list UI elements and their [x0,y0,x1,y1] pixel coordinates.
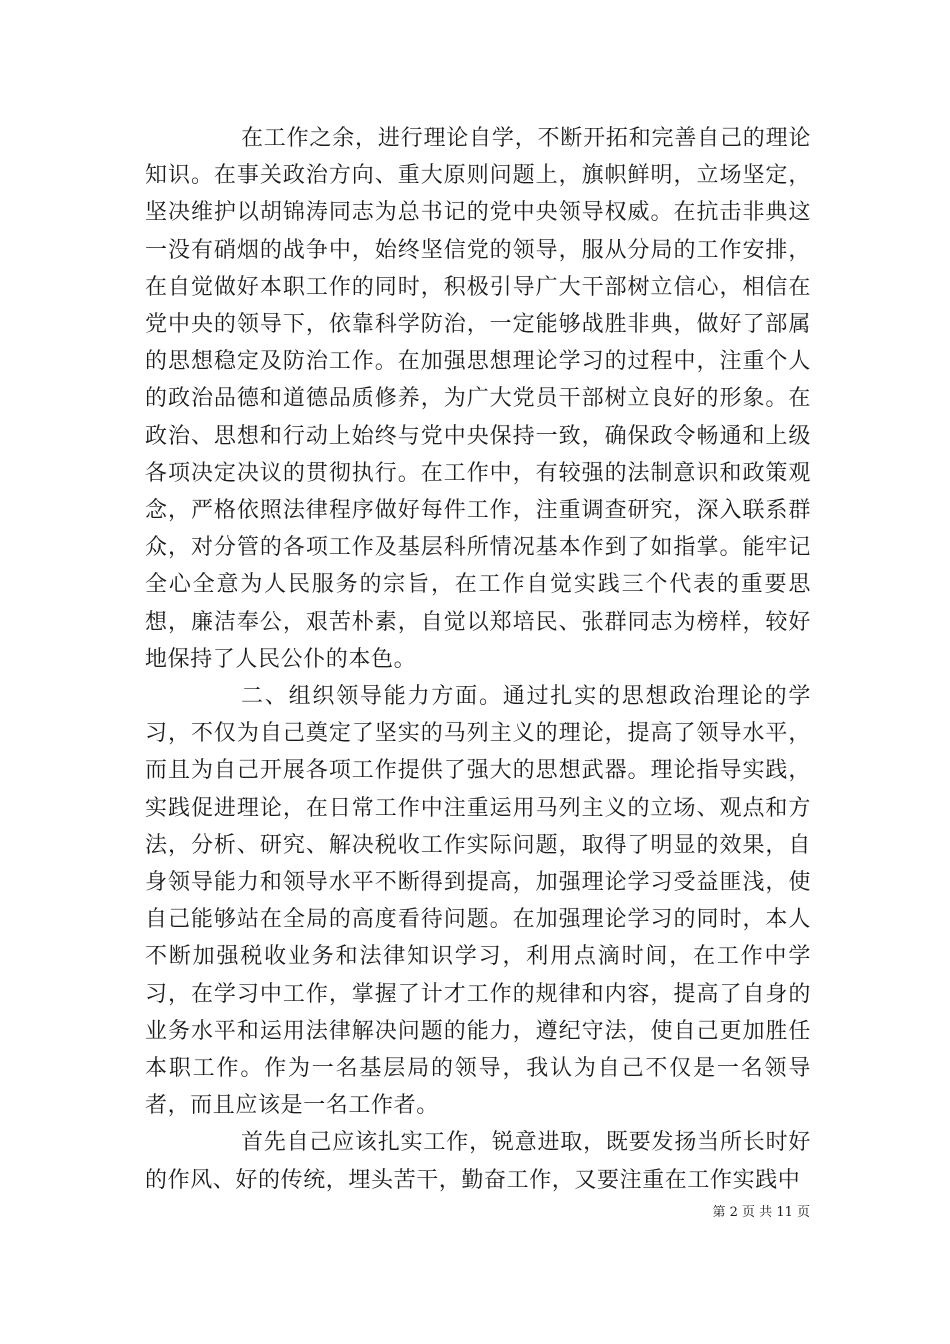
paragraph-leadership-ability: 二、组织领导能力方面。通过扎实的思想政治理论的学习，不仅为自己奠定了坚实的马列主义的理论，提高了领导水平，而且为自己开展各项工作提供了强大的思想武器。理论指导实践，实践促进理论，在日常工作中注重运用马列主义的立场、观点和方法，分析、研究、解决税收工作实际问题，取得了明显的效果，自身领导能力和领导水平不断得到提高，加强理论学习受益匪浅，使自己能够站在全局的高度看待问题。在加强理论学习的同时，本人不断加强税收业务和法律知识学习，利用点滴时间，在工作中学习，在学习中工作，掌握了计才工作的规律和内容，提高了自身的业务水平和运用法律解决问题的能力，遵纪守法，使自己更加胜任本职工作。作为一名基层局的领导，我认为自己不仅是一名领导者，而且应该是一名工作者。 [145,684,811,1119]
page-footer [0,1203,950,1223]
paragraph-theory-study: 在工作之余，进行理论自学，不断开拓和完善自己的理论知识。在事关政治方向、重大原则问题上，旗帜鲜明，立场坚定，坚决维护以胡锦涛同志为总书记的党中央领导权威。在抗击非典这一没有硝烟的战争中，始终坚信党的领导，服从分局的工作安排，在自觉做好本职工作的同时，积极引导广大干部树立信心，相信在党中央的领导下，依靠科学防治，一定能够战胜非典，做好了部属的思想稳定及防治工作。在加强思想理论学习的过程中，注重个人的政治品德和道德品质修养，为广大党员干部树立良好的形象。在政治、思想和行动上始终与党中央保持一致，确保政令畅通和上级各项决定决议的贯彻执行。在工作中，有较强的法制意识和政策观念，严格依照法律程序做好每件工作，注重调查研究，深入联系群众，对分管的各项工作及基层科所情况基本作到了如指掌。能牢记全心全意为人民服务的宗旨，在工作自觉实践三个代表的重要思想，廉洁奉公，艰苦朴素，自觉以郑培民、张群同志为榜样，较好地保持了人民公仆的本色。 [145,126,811,672]
document-body [145,120,811,1199]
page-number: 第 2 页 共 11 页 [712,1205,810,1220]
paragraph-work-attitude: 首先自己应该扎实工作，锐意进取，既要发扬当所长时好的作风、好的传统，埋头苦干，勤奋工作，又要注重在工作实践中 [145,1130,811,1193]
